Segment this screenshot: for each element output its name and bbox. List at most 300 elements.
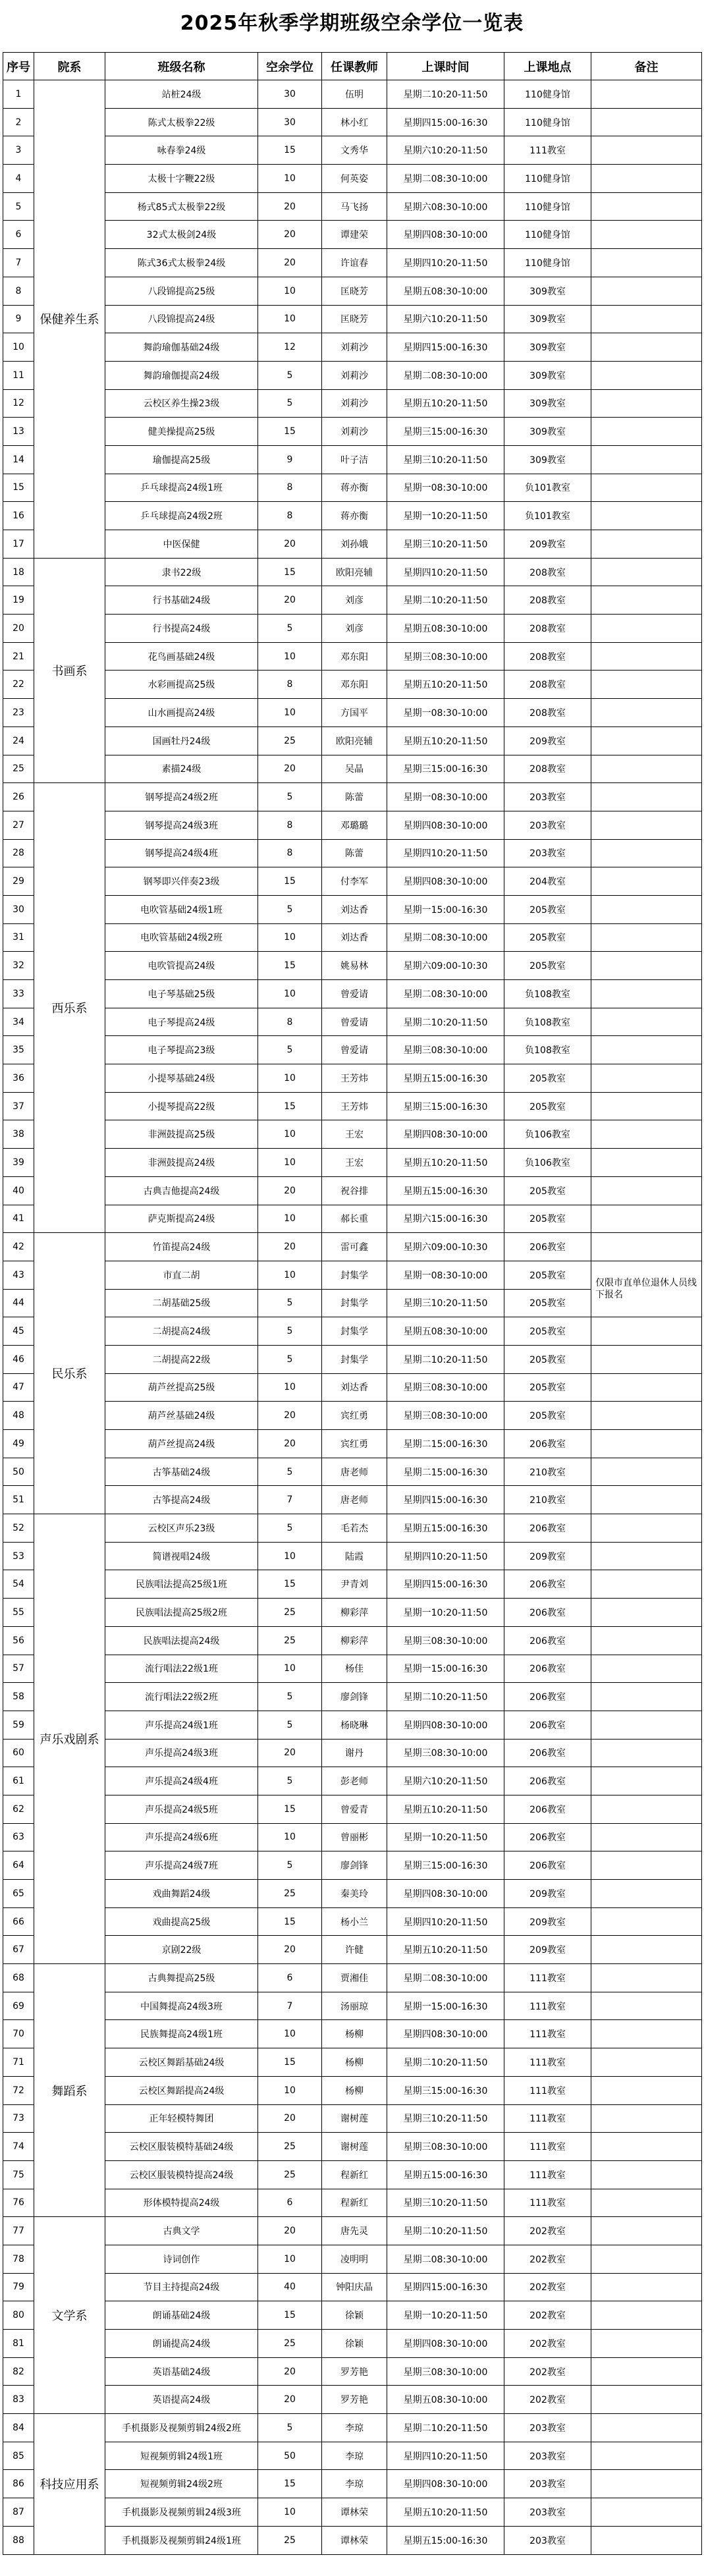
cell-time: 星期四08:30-10:00 <box>387 221 504 249</box>
cell-remarks: 仅限市直单位退休人员线下报名 <box>591 1261 702 1317</box>
cell-location: 205教室 <box>504 1345 591 1373</box>
table-row <box>3 1655 702 1683</box>
cell-vacancies: 20 <box>258 1936 322 1964</box>
cell-index: 36 <box>3 1064 34 1093</box>
cell-time: 星期二10:20-11:50 <box>387 1008 504 1036</box>
cell-remarks <box>591 1064 702 1093</box>
table-row <box>3 2020 702 2048</box>
cell-remarks <box>591 726 702 755</box>
cell-teacher: 欧阳亮辅 <box>322 558 387 586</box>
table-row <box>3 165 702 193</box>
cell-vacancies: 10 <box>258 699 322 727</box>
cell-remarks <box>591 1795 702 1823</box>
cell-index: 34 <box>3 1008 34 1036</box>
table-row <box>3 277 702 305</box>
cell-class-name: 32式太极剑24级 <box>105 221 258 249</box>
cell-index: 44 <box>3 1289 34 1317</box>
cell-time: 星期一08:30-10:00 <box>387 783 504 811</box>
table-row <box>3 2273 702 2301</box>
cell-index: 52 <box>3 1514 34 1543</box>
cell-teacher: 唐先灵 <box>322 2217 387 2245</box>
cell-vacancies: 20 <box>258 2386 322 2414</box>
cell-department: 声乐戏剧系 <box>34 1514 105 1964</box>
cell-location: 202教室 <box>504 2273 591 2301</box>
cell-teacher: 叶子洁 <box>322 445 387 474</box>
cell-location: 209教室 <box>504 1880 591 1908</box>
table-row <box>3 586 702 615</box>
cell-time: 星期三15:00-16:30 <box>387 755 504 783</box>
cell-teacher: 郝长重 <box>322 1205 387 1233</box>
cell-class-name: 隶书22级 <box>105 558 258 586</box>
cell-class-name: 简谱视唱24级 <box>105 1542 258 1570</box>
cell-vacancies: 5 <box>258 361 322 389</box>
table-row <box>3 1486 702 1514</box>
cell-location: 210教室 <box>504 1458 591 1486</box>
cell-time: 星期三15:00-16:30 <box>387 1851 504 1880</box>
cell-location: 203教室 <box>504 2414 591 2442</box>
cell-location: 206教室 <box>504 1655 591 1683</box>
cell-remarks <box>591 1402 702 1430</box>
table-row <box>3 2442 702 2470</box>
cell-class-name: 山水画提高24级 <box>105 699 258 727</box>
cell-class-name: 短视频剪辑24级2班 <box>105 2470 258 2498</box>
cell-index: 70 <box>3 2020 34 2048</box>
cell-vacancies: 5 <box>258 1851 322 1880</box>
cell-location: 206教室 <box>504 1430 591 1458</box>
cell-remarks <box>591 2076 702 2104</box>
cell-location: 205教室 <box>504 1205 591 1233</box>
cell-time: 星期二08:30-10:00 <box>387 923 504 952</box>
cell-vacancies: 20 <box>258 1739 322 1767</box>
cell-class-name: 钢琴即兴伴奏23级 <box>105 867 258 896</box>
cell-index: 22 <box>3 671 34 699</box>
cell-time: 星期二10:20-11:50 <box>387 1683 504 1711</box>
cell-vacancies: 15 <box>258 1907 322 1936</box>
cell-index: 72 <box>3 2076 34 2104</box>
cell-class-name: 素描24级 <box>105 755 258 783</box>
cell-remarks <box>591 1851 702 1880</box>
table-row <box>3 249 702 277</box>
cell-time: 星期一15:00-16:30 <box>387 1655 504 1683</box>
cell-remarks <box>591 2245 702 2273</box>
cell-time: 星期五08:30-10:00 <box>387 1317 504 1346</box>
cell-teacher: 尹青刘 <box>322 1570 387 1599</box>
cell-remarks <box>591 333 702 362</box>
cell-remarks <box>591 1149 702 1177</box>
cell-location: 负106教室 <box>504 1149 591 1177</box>
cell-vacancies: 10 <box>258 2245 322 2273</box>
cell-vacancies: 20 <box>258 2104 322 2133</box>
cell-class-name: 萨克斯提高24级 <box>105 1205 258 1233</box>
cell-department: 舞蹈系 <box>34 1964 105 2217</box>
table-row <box>3 895 702 923</box>
cell-time: 星期五10:20-11:50 <box>387 1149 504 1177</box>
cell-remarks <box>591 192 702 221</box>
cell-teacher: 彭老师 <box>322 1767 387 1795</box>
cell-index: 67 <box>3 1936 34 1964</box>
cell-class-name: 二胡提高22级 <box>105 1345 258 1373</box>
cell-class-name: 乒乓球提高24级1班 <box>105 474 258 502</box>
cell-teacher: 刘彦 <box>322 615 387 643</box>
cell-location: 208教室 <box>504 699 591 727</box>
cell-class-name: 市直二胡 <box>105 1261 258 1289</box>
table-row <box>3 2414 702 2442</box>
table-row <box>3 1964 702 1992</box>
cell-time: 星期四15:00-16:30 <box>387 108 504 136</box>
cell-class-name: 流行唱法22级2班 <box>105 1683 258 1711</box>
cell-teacher: 凌明明 <box>322 2245 387 2273</box>
cell-location: 205教室 <box>504 952 591 980</box>
cell-location: 309教室 <box>504 389 591 418</box>
cell-class-name: 古典吉他提高24级 <box>105 1176 258 1205</box>
cell-index: 20 <box>3 615 34 643</box>
cell-vacancies: 15 <box>258 1092 322 1120</box>
table-row <box>3 811 702 839</box>
cell-time: 星期二15:00-16:30 <box>387 1458 504 1486</box>
cell-location: 205教室 <box>504 1176 591 1205</box>
cell-teacher: 匡晓芳 <box>322 305 387 333</box>
cell-time: 星期四08:30-10:00 <box>387 2470 504 2498</box>
cell-vacancies: 5 <box>258 1767 322 1795</box>
cell-location: 208教室 <box>504 755 591 783</box>
cell-index: 83 <box>3 2386 34 2414</box>
cell-class-name: 云校区养生操23级 <box>105 389 258 418</box>
cell-vacancies: 50 <box>258 2442 322 2470</box>
cell-vacancies: 5 <box>258 1458 322 1486</box>
table-row <box>3 2526 702 2554</box>
cell-teacher: 曾爱青 <box>322 1795 387 1823</box>
cell-time: 星期二10:20-11:50 <box>387 2217 504 2245</box>
cell-class-name: 戏曲提高25级 <box>105 1907 258 1936</box>
cell-vacancies: 8 <box>258 474 322 502</box>
cell-location: 209教室 <box>504 530 591 559</box>
table-row <box>3 418 702 446</box>
table-row <box>3 1823 702 1851</box>
cell-vacancies: 10 <box>258 1205 322 1233</box>
cell-location: 110健身馆 <box>504 192 591 221</box>
cell-teacher: 刘达香 <box>322 895 387 923</box>
cell-class-name: 葫芦丝提高24级 <box>105 1430 258 1458</box>
cell-index: 64 <box>3 1851 34 1880</box>
cell-remarks <box>591 1823 702 1851</box>
table-row <box>3 1599 702 1627</box>
cell-location: 309教室 <box>504 418 591 446</box>
cell-vacancies: 10 <box>258 923 322 952</box>
cell-location: 205教室 <box>504 895 591 923</box>
cell-time: 星期四15:00-16:30 <box>387 1486 504 1514</box>
header-location: 上课地点 <box>504 53 591 80</box>
cell-vacancies: 20 <box>258 249 322 277</box>
cell-teacher: 陈蕾 <box>322 839 387 867</box>
cell-time: 星期二08:30-10:00 <box>387 165 504 193</box>
cell-time: 星期三10:20-11:50 <box>387 530 504 559</box>
cell-index: 30 <box>3 895 34 923</box>
cell-time: 星期四08:30-10:00 <box>387 1880 504 1908</box>
cell-location: 负108教室 <box>504 980 591 1008</box>
cell-index: 81 <box>3 2330 34 2358</box>
cell-index: 40 <box>3 1176 34 1205</box>
cell-location: 202教室 <box>504 2245 591 2273</box>
cell-time: 星期一08:30-10:00 <box>387 699 504 727</box>
cell-teacher: 杨柳 <box>322 2020 387 2048</box>
cell-teacher: 谢树莲 <box>322 2133 387 2161</box>
cell-time: 星期四10:20-11:50 <box>387 1542 504 1570</box>
cell-index: 27 <box>3 811 34 839</box>
table-row <box>3 445 702 474</box>
cell-index: 8 <box>3 277 34 305</box>
cell-teacher: 杨小兰 <box>322 1907 387 1936</box>
cell-time: 星期四10:20-11:50 <box>387 2442 504 2470</box>
cell-teacher: 柳彩萍 <box>322 1626 387 1655</box>
table-row <box>3 2330 702 2358</box>
cell-location: 208教室 <box>504 615 591 643</box>
cell-teacher: 程新红 <box>322 2189 387 2217</box>
cell-vacancies: 5 <box>258 895 322 923</box>
cell-index: 37 <box>3 1092 34 1120</box>
table-header-row <box>3 53 702 80</box>
cell-teacher: 吴晶 <box>322 755 387 783</box>
cell-location: 202教室 <box>504 2301 591 2330</box>
cell-teacher: 廖剑锋 <box>322 1851 387 1880</box>
cell-class-name: 电子琴提高23级 <box>105 1036 258 1064</box>
cell-vacancies: 15 <box>258 418 322 446</box>
cell-remarks <box>591 1599 702 1627</box>
cell-class-name: 竹笛提高24级 <box>105 1233 258 1261</box>
cell-teacher: 邓东阳 <box>322 642 387 671</box>
cell-teacher: 曾爱请 <box>322 980 387 1008</box>
cell-location: 206教室 <box>504 1767 591 1795</box>
cell-class-name: 钢琴提高24级4班 <box>105 839 258 867</box>
cell-vacancies: 7 <box>258 1486 322 1514</box>
cell-time: 星期五08:30-10:00 <box>387 615 504 643</box>
cell-time: 星期四08:30-10:00 <box>387 2020 504 2048</box>
header-teacher: 任课教师 <box>322 53 387 80</box>
cell-location: 203教室 <box>504 839 591 867</box>
cell-vacancies: 25 <box>258 2526 322 2554</box>
cell-index: 75 <box>3 2160 34 2189</box>
cell-vacancies: 15 <box>258 2048 322 2077</box>
cell-teacher: 宾红勇 <box>322 1430 387 1458</box>
cell-index: 71 <box>3 2048 34 2077</box>
cell-location: 209教室 <box>504 726 591 755</box>
cell-class-name: 手机摄影及视频剪辑24级2班 <box>105 2414 258 2442</box>
cell-vacancies: 25 <box>258 1880 322 1908</box>
cell-time: 星期一15:00-16:30 <box>387 1992 504 2020</box>
cell-vacancies: 20 <box>258 1176 322 1205</box>
cell-time: 星期一08:30-10:00 <box>387 1261 504 1289</box>
table-row <box>3 2357 702 2386</box>
cell-vacancies: 8 <box>258 1008 322 1036</box>
cell-time: 星期六08:30-10:00 <box>387 192 504 221</box>
table-row <box>3 2189 702 2217</box>
cell-index: 62 <box>3 1795 34 1823</box>
cell-time: 星期四10:20-11:50 <box>387 558 504 586</box>
cell-location: 202教室 <box>504 2357 591 2386</box>
cell-class-name: 民族唱法提高25级2班 <box>105 1599 258 1627</box>
cell-location: 202教室 <box>504 2386 591 2414</box>
cell-remarks <box>591 1008 702 1036</box>
cell-location: 110健身馆 <box>504 108 591 136</box>
cell-teacher: 王芳炜 <box>322 1092 387 1120</box>
cell-index: 82 <box>3 2357 34 2386</box>
cell-class-name: 陈式太极拳22级 <box>105 108 258 136</box>
cell-time: 星期一08:30-10:00 <box>387 474 504 502</box>
cell-remarks <box>591 1205 702 1233</box>
table-row <box>3 136 702 165</box>
cell-vacancies: 5 <box>258 1317 322 1346</box>
cell-index: 87 <box>3 2498 34 2527</box>
table-row <box>3 1711 702 1739</box>
cell-location: 负108教室 <box>504 1008 591 1036</box>
cell-index: 63 <box>3 1823 34 1851</box>
cell-location: 209教室 <box>504 1542 591 1570</box>
cell-vacancies: 20 <box>258 530 322 559</box>
cell-class-name: 手机摄影及视频剪辑24级3班 <box>105 2498 258 2527</box>
cell-index: 28 <box>3 839 34 867</box>
table-row <box>3 389 702 418</box>
cell-remarks <box>591 2526 702 2554</box>
cell-index: 45 <box>3 1317 34 1346</box>
table-row <box>3 1176 702 1205</box>
cell-class-name: 京剧22级 <box>105 1936 258 1964</box>
table-row <box>3 1767 702 1795</box>
cell-remarks <box>591 2498 702 2527</box>
cell-time: 星期四15:00-16:30 <box>387 2273 504 2301</box>
cell-class-name: 乒乓球提高24级2班 <box>105 502 258 530</box>
table-row <box>3 1064 702 1093</box>
cell-index: 15 <box>3 474 34 502</box>
cell-location: 205教室 <box>504 1402 591 1430</box>
cell-vacancies: 5 <box>258 2414 322 2442</box>
cell-class-name: 中医保健 <box>105 530 258 559</box>
cell-vacancies: 5 <box>258 1036 322 1064</box>
cell-time: 星期一10:20-11:50 <box>387 1823 504 1851</box>
table-row <box>3 699 702 727</box>
cell-index: 68 <box>3 1964 34 1992</box>
table-row <box>3 671 702 699</box>
cell-teacher: 钟阳庆晶 <box>322 2273 387 2301</box>
cell-remarks <box>591 1345 702 1373</box>
table-row <box>3 1430 702 1458</box>
cell-remarks <box>591 867 702 896</box>
cell-remarks <box>591 2470 702 2498</box>
cell-remarks <box>591 615 702 643</box>
cell-remarks <box>591 305 702 333</box>
cell-index: 74 <box>3 2133 34 2161</box>
cell-location: 205教室 <box>504 1373 591 1402</box>
cell-class-name: 非洲鼓提高24级 <box>105 1149 258 1177</box>
cell-remarks <box>591 1458 702 1486</box>
cell-teacher: 罗芳艳 <box>322 2386 387 2414</box>
cell-vacancies: 15 <box>258 952 322 980</box>
cell-teacher: 谢丹 <box>322 1739 387 1767</box>
cell-class-name: 英语提高24级 <box>105 2386 258 2414</box>
cell-vacancies: 10 <box>258 980 322 1008</box>
cell-vacancies: 20 <box>258 1233 322 1261</box>
cell-teacher: 马飞扬 <box>322 192 387 221</box>
cell-location: 负101教室 <box>504 474 591 502</box>
cell-class-name: 云校区服装模特基础24级 <box>105 2133 258 2161</box>
cell-location: 110健身馆 <box>504 221 591 249</box>
cell-time: 星期二15:00-16:30 <box>387 1430 504 1458</box>
table-row <box>3 923 702 952</box>
cell-class-name: 太极十字鞭22级 <box>105 165 258 193</box>
cell-location: 负106教室 <box>504 1120 591 1149</box>
table-row <box>3 2301 702 2330</box>
cell-class-name: 八段锦提高24级 <box>105 305 258 333</box>
cell-teacher: 陈蕾 <box>322 783 387 811</box>
cell-remarks <box>591 221 702 249</box>
cell-vacancies: 10 <box>258 1120 322 1149</box>
cell-index: 55 <box>3 1599 34 1627</box>
cell-time: 星期四08:30-10:00 <box>387 867 504 896</box>
cell-teacher: 刘达香 <box>322 923 387 952</box>
cell-teacher: 匡晓芳 <box>322 277 387 305</box>
cell-index: 86 <box>3 2470 34 2498</box>
cell-index: 49 <box>3 1430 34 1458</box>
cell-class-name: 朗诵基础24级 <box>105 2301 258 2330</box>
cell-remarks <box>591 558 702 586</box>
cell-class-name: 云校区舞蹈基础24级 <box>105 2048 258 2077</box>
cell-remarks <box>591 361 702 389</box>
cell-teacher: 程新红 <box>322 2160 387 2189</box>
cell-teacher: 刘莉沙 <box>322 389 387 418</box>
cell-time: 星期二10:20-11:50 <box>387 2048 504 2077</box>
cell-time: 星期五10:20-11:50 <box>387 1795 504 1823</box>
cell-index: 32 <box>3 952 34 980</box>
cell-index: 6 <box>3 221 34 249</box>
cell-vacancies: 5 <box>258 615 322 643</box>
cell-teacher: 廖剑锋 <box>322 1683 387 1711</box>
cell-time: 星期二08:30-10:00 <box>387 2245 504 2273</box>
cell-location: 205教室 <box>504 1064 591 1093</box>
cell-vacancies: 6 <box>258 2189 322 2217</box>
cell-remarks <box>591 2160 702 2189</box>
table-row <box>3 1739 702 1767</box>
cell-vacancies: 10 <box>258 1261 322 1289</box>
cell-vacancies: 8 <box>258 811 322 839</box>
table-row <box>3 839 702 867</box>
cell-remarks <box>591 1176 702 1205</box>
cell-time: 星期二08:30-10:00 <box>387 980 504 1008</box>
cell-location: 204教室 <box>504 867 591 896</box>
cell-index: 35 <box>3 1036 34 1064</box>
cell-class-name: 声乐提高24级7班 <box>105 1851 258 1880</box>
table-row <box>3 474 702 502</box>
cell-index: 25 <box>3 755 34 783</box>
cell-class-name: 英语基础24级 <box>105 2357 258 2386</box>
table-row <box>3 1120 702 1149</box>
cell-remarks <box>591 642 702 671</box>
cell-teacher: 谭林荣 <box>322 2526 387 2554</box>
cell-index: 21 <box>3 642 34 671</box>
cell-index: 1 <box>3 80 34 109</box>
table-row <box>3 2048 702 2077</box>
cell-class-name: 声乐提高24级6班 <box>105 1823 258 1851</box>
cell-remarks <box>591 1373 702 1402</box>
cell-index: 85 <box>3 2442 34 2470</box>
cell-location: 111教室 <box>504 2076 591 2104</box>
cell-vacancies: 25 <box>258 2160 322 2189</box>
cell-location: 203教室 <box>504 811 591 839</box>
cell-index: 26 <box>3 783 34 811</box>
table-row <box>3 755 702 783</box>
cell-remarks <box>591 2104 702 2133</box>
cell-teacher: 方国平 <box>322 699 387 727</box>
cell-remarks <box>591 1711 702 1739</box>
cell-location: 208教室 <box>504 586 591 615</box>
cell-class-name: 咏春拳24级 <box>105 136 258 165</box>
